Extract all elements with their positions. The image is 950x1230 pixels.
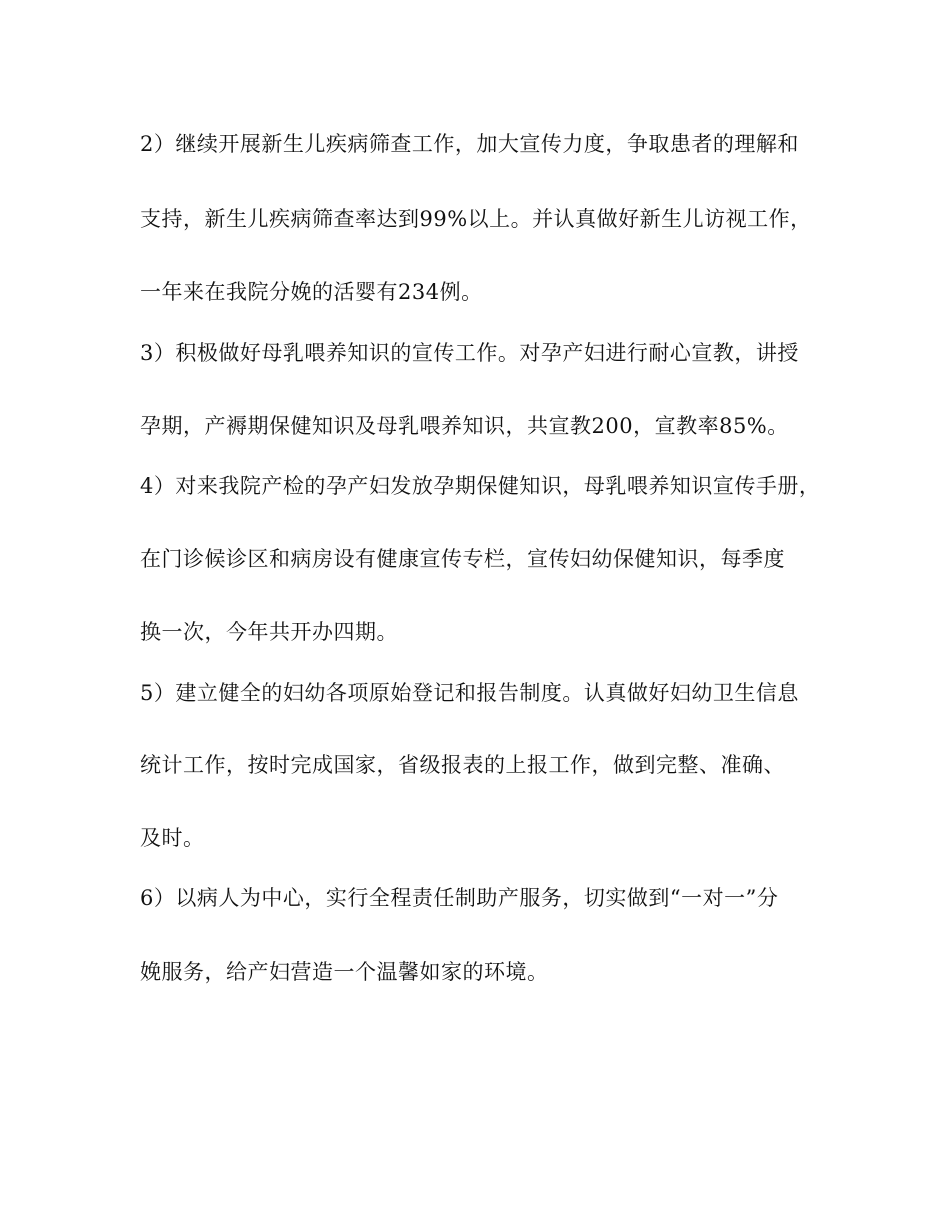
text-line: 3）积极做好母乳喂养知识的宣传工作。对孕产妇进行耐心宣教，讲授 <box>140 341 799 365</box>
text-line: 2）继续开展新生儿疾病筛查工作，加大宣传力度，争取患者的理解和 <box>140 132 799 156</box>
text-line: 孕期，产褥期保健知识及母乳喂养知识，共宣教200，宣教率85%。 <box>140 414 789 438</box>
text-line: 换一次，今年共开办四期。 <box>140 620 398 644</box>
text-line: 6）以病人为中心，实行全程责任制助产服务，切实做到“一对一”分 <box>140 886 779 910</box>
text-line: 及时。 <box>140 826 205 850</box>
text-line: 一年来在我院分娩的活婴有234例。 <box>140 280 483 304</box>
text-line: 统计工作，按时完成国家，省级报表的上报工作，做到完整、准确、 <box>140 753 785 777</box>
text-line: 在门诊候诊区和病房设有健康宣传专栏，宣传妇幼保健知识，每季度 <box>140 547 785 571</box>
text-line: 4）对来我院产检的孕产妇发放孕期保健知识，母乳喂养知识宣传手册， <box>140 474 821 498</box>
text-line: 支持，新生儿疾病筛查率达到99%以上。并认真做好新生儿访视工作， <box>140 207 812 231</box>
text-line: 5）建立健全的妇幼各项原始登记和报告制度。认真做好妇幼卫生信息 <box>140 681 799 705</box>
text-line: 娩服务，给产妇营造一个温馨如家的环境。 <box>140 960 549 984</box>
